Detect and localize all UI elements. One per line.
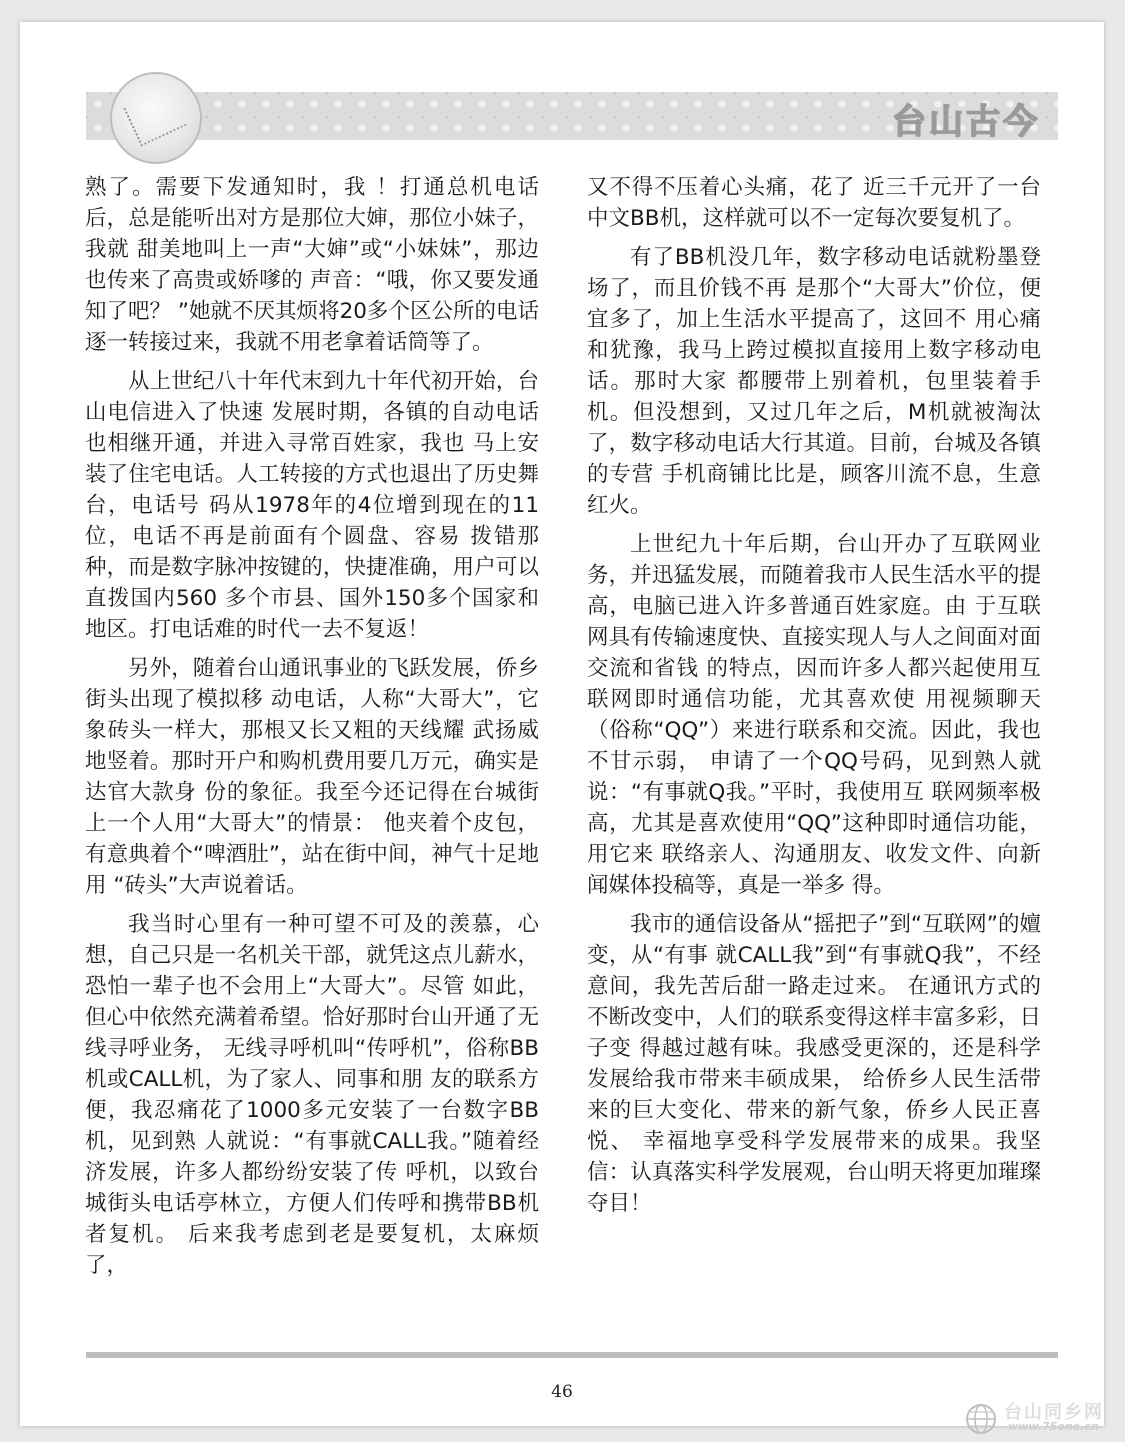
watermark-text: 台山同乡网 <box>1004 1402 1104 1423</box>
magazine-title: 台山古今 <box>892 102 1040 142</box>
document-page <box>20 22 1104 1426</box>
page-number: 46 <box>551 1382 573 1402</box>
paragraph: 上世纪九十年后期，台山开办了互联网业务，并迅猛发展，而随着我市人民生活水平的提高，电脑已进入许多普通百姓家庭。由 于互联网具有传输速度快、直接实现人与人之间面对面交流和省钱 的特点，因而许多人都兴起使用互联网即时通信功能，尤其喜欢使 用视频聊天（俗称“QQ”）来进行联系和交流。因此，我也不甘示弱， 申请了一个QQ号码，见到熟人就说：“有事就Q我。”平时，我使用互 联网频率极高，尤其是喜欢使用“QQ”这种即时通信功能，用它来 联络亲人、沟通朋友、收发文件、向新闻媒体投稿等，真是一举多 得。 <box>587 532 1041 898</box>
paragraph: 我市的通信设备从“摇把子”到“互联网”的嬗变，从“有事 就CALL我”到“有事就Q我”，不经意间，我先苦后甜一路走过来。 在通讯方式的不断改变中，人们的联系变得这样丰富多彩，日子变 得越过越有味。我感受更深的，还是科学发展给我市带来丰硕成果， 给侨乡人民生活带来的巨大变化、带来的新气象，侨乡人民正喜悦、 幸福地享受科学发展带来的成果。我坚信：认真落实科学发展观，台山明天将更加璀璨夺目！ <box>587 912 1041 1216</box>
paragraph: 从上世纪八十年代末到九十年代初开始，台山电信进入了快速 发展时期，各镇的自动电话也相继开通，并进入寻常百姓家，我也 马上安装了住宅电话。人工转接的方式也退出了历史舞台，电话号 码从1978年的4位增到现在的11位，电话不再是前面有个圆盘、容易 拨错那种，而是数字脉冲按键的，快捷准确，用户可以直拨国内560 多个市县、国外150多个国家和地区。打电话难的时代一去不复返！ <box>85 369 539 642</box>
paragraph: 另外，随着台山通讯事业的飞跃发展，侨乡街头出现了模拟移 动电话，人称“大哥大”，它象砖头一样大，那根又长又粗的天线耀 武扬威地竖着。那时开户和购机费用要几万元，确实是达官大款身 份的象征。我至今还记得在台城街上一个人用“大哥大”的情景： 他夹着个皮包，有意典着个“啤酒肚”，站在街中间，神气十足地用 “砖头”大声说着话。 <box>85 656 539 898</box>
watermark-url: www.75one.cn <box>1008 1420 1099 1433</box>
globe-icon <box>964 1402 998 1436</box>
paragraph: 有了BB机没几年，数字移动电话就粉墨登场了，而且价钱不再 是那个“大哥大”价位，便宜多了，加上生活水平提高了，这回不 用心痛和犹豫，我马上跨过模拟直接用上数字移动电话。那时大家 都腰带上别着机，包里装着手机。但没想到，又过几年之后，M机就被淘汰了，数字移动电话大行其道。目前，台城及各镇的专营 手机商铺比比是，顾客川流不息，生意红火。 <box>587 245 1041 518</box>
site-watermark <box>964 1396 1114 1436</box>
paragraph: 我当时心里有一种可望不可及的羡慕，心想，自己只是一名机关干部，就凭这点儿薪水，恐怕一辈子也不会用上“大哥大”。尽管 如此，但心中依然充满着希望。恰好那时台山开通了无线寻呼业务， 无线寻呼机叫“传呼机”，俗称BB机或CALL机，为了家人、同事和朋 友的联系方便，我忍痛花了1000多元安装了一台数字BB机，见到熟 人就说：“有事就CALL我。”随着经济发展，许多人都纷纷安装了传 呼机，以致台城街头电话亭林立，方便人们传呼和携带BB机者复机。 后来我考虑到老是要复机，太麻烦了， <box>85 912 539 1278</box>
footer-rule <box>86 1352 1058 1358</box>
left-column <box>85 172 539 1289</box>
right-column <box>587 172 1041 1227</box>
paragraph: 又不得不压着心头痛，花了 近三千元开了一台中文BB机，这样就可以不一定每次要复机了。 <box>587 175 1041 231</box>
seal-emblem-icon <box>110 72 202 164</box>
paragraph: 熟了。需要下发通知时，我 ！打通总机电话后，总是能听出对方是那位大婶，那位小妹子，我就 甜美地叫上一声“大婶”或“小妹妹”，那边也传来了高贵或娇嗲的 声音：“哦，你又要发通知了吧？ ”她就不厌其烦将20多个区公所的电话逐一转接过来，我就不用老拿着话筒等了。 <box>85 175 539 355</box>
